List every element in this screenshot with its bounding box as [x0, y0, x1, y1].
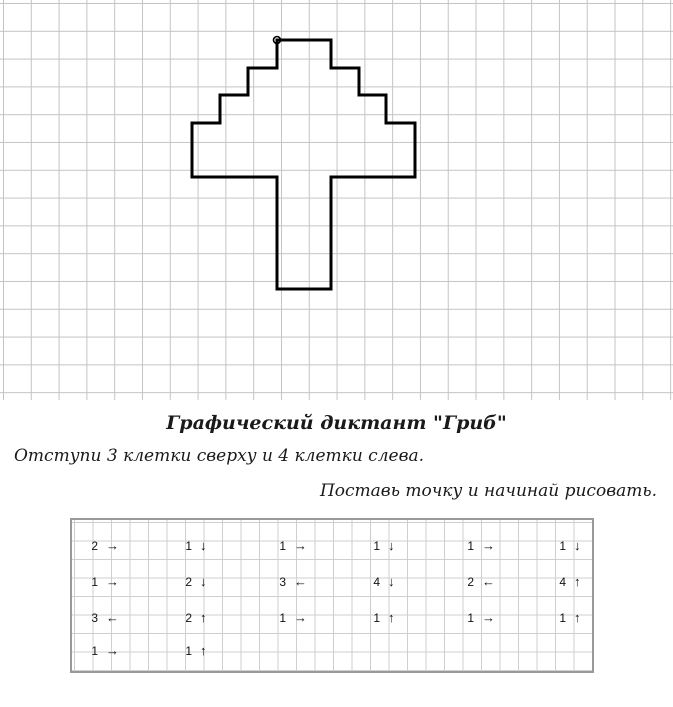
command-18 — [552, 609, 581, 627]
command-count: 4 — [373, 575, 380, 589]
command-count: 1 — [467, 539, 474, 553]
command-count: 1 — [559, 611, 566, 625]
command-20 — [178, 642, 207, 660]
command-2 — [178, 537, 207, 555]
arrow-right-icon: → — [106, 538, 119, 553]
command-count: 2 — [91, 539, 98, 553]
command-17 — [460, 609, 495, 627]
arrow-right-icon: → — [106, 643, 119, 658]
command-4 — [366, 537, 395, 555]
arrow-left-icon: ← — [294, 574, 307, 589]
command-16 — [366, 609, 395, 627]
command-count: 2 — [185, 575, 192, 589]
arrow-down-icon: ↓ — [200, 574, 207, 589]
arrow-right-icon: → — [482, 610, 495, 625]
command-12 — [552, 573, 581, 591]
arrow-down-icon: ↓ — [574, 538, 581, 553]
command-3 — [272, 537, 307, 555]
command-19 — [84, 642, 119, 660]
command-count: 1 — [559, 539, 566, 553]
command-7 — [84, 573, 119, 591]
command-count: 1 — [185, 539, 192, 553]
arrow-right-icon: → — [294, 538, 307, 553]
command-8 — [178, 573, 207, 591]
arrow-down-icon: ↓ — [388, 538, 395, 553]
command-count: 3 — [91, 611, 98, 625]
mushroom-outline — [192, 40, 415, 289]
command-5 — [460, 537, 495, 555]
dictation-title: Графический диктант "Гриб" — [166, 412, 507, 434]
arrow-right-icon: → — [482, 538, 495, 553]
command-14 — [178, 609, 207, 627]
arrow-down-icon: ↓ — [388, 574, 395, 589]
arrow-right-icon: → — [294, 610, 307, 625]
command-count: 1 — [279, 539, 286, 553]
arrow-right-icon: → — [106, 574, 119, 589]
arrow-up-icon: ↑ — [200, 610, 207, 625]
command-15 — [272, 609, 307, 627]
instruction-start-offset: Отступи 3 клетки сверху и 4 клетки слева. — [14, 446, 425, 466]
arrow-left-icon: ← — [482, 574, 495, 589]
arrow-up-icon: ↑ — [200, 643, 207, 658]
command-count: 2 — [185, 611, 192, 625]
command-count: 1 — [373, 539, 380, 553]
command-6 — [552, 537, 581, 555]
command-count: 1 — [91, 644, 98, 658]
command-11 — [460, 573, 495, 591]
arrow-up-icon: ↑ — [574, 610, 581, 625]
arrow-down-icon: ↓ — [200, 538, 207, 553]
command-count: 3 — [279, 575, 286, 589]
command-1 — [84, 537, 119, 555]
command-count: 1 — [467, 611, 474, 625]
instruction-place-dot: Поставь точку и начинай рисовать. — [319, 481, 657, 501]
command-9 — [272, 573, 307, 591]
arrow-left-icon: ← — [106, 610, 119, 625]
command-count: 4 — [559, 575, 566, 589]
commands-table — [70, 518, 594, 673]
command-13 — [84, 609, 119, 627]
command-count: 2 — [467, 575, 474, 589]
arrow-up-icon: ↑ — [388, 610, 395, 625]
command-count: 1 — [373, 611, 380, 625]
command-count: 1 — [185, 644, 192, 658]
command-10 — [366, 573, 395, 591]
command-count: 1 — [279, 611, 286, 625]
arrow-up-icon: ↑ — [574, 574, 581, 589]
command-count: 1 — [91, 575, 98, 589]
